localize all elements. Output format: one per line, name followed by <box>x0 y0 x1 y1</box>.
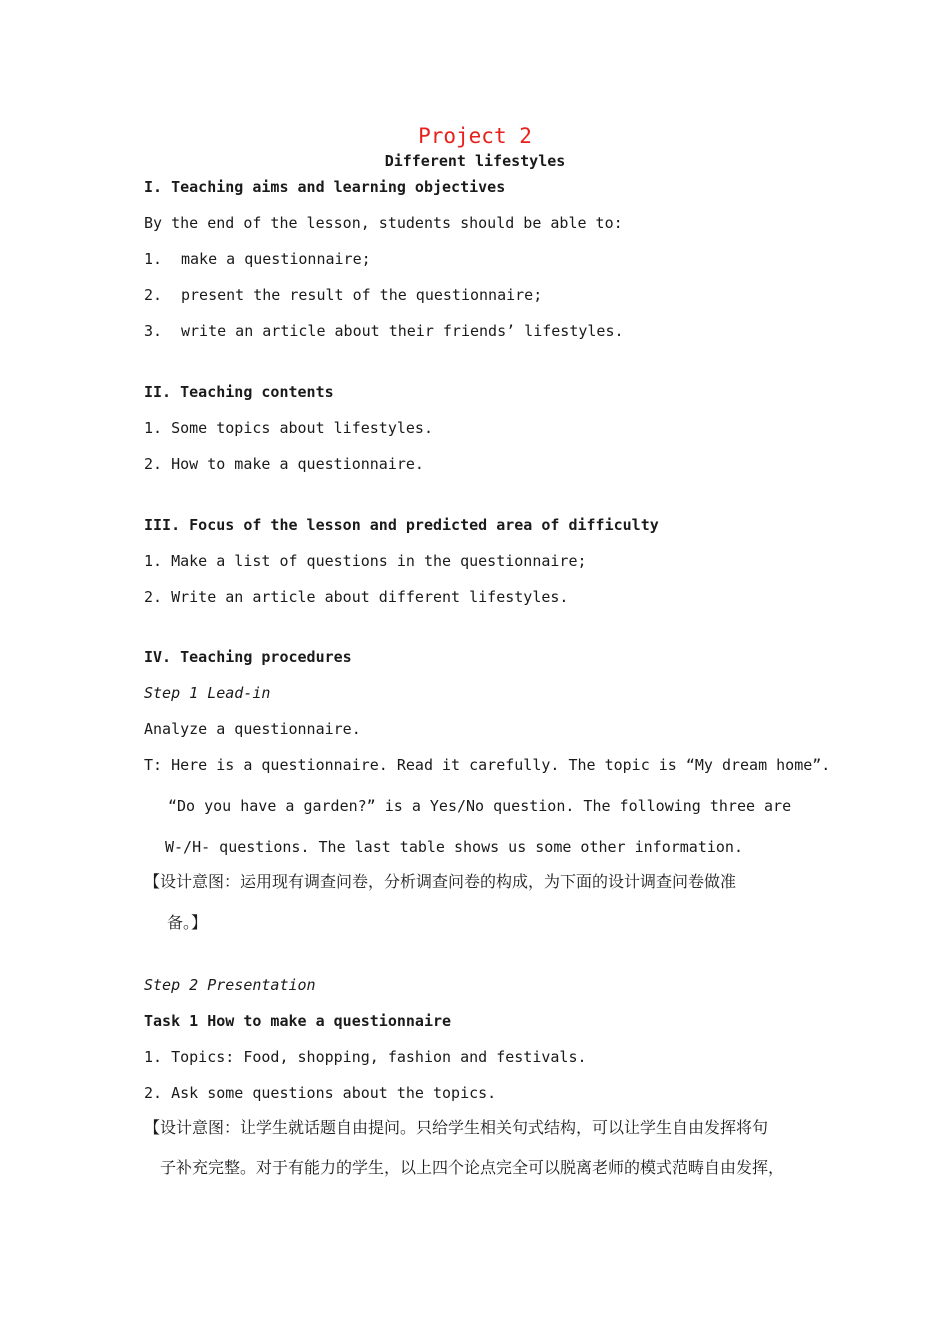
list-item: 2. How to make a questionnaire. <box>144 455 424 473</box>
list-item-text: make a questionnaire; <box>181 250 371 268</box>
teacher-line: “Do you have a garden?” is a Yes/No question. The following three are <box>168 797 792 815</box>
list-item <box>144 285 542 305</box>
step-label: Step 2 Presentation <box>144 976 316 994</box>
list-item-text: present the result of the questionnaire; <box>181 286 543 304</box>
step-text: Analyze a questionnaire. <box>144 720 361 738</box>
list-item <box>144 321 624 341</box>
section-intro: By the end of the lesson, students should be able to: <box>144 214 623 232</box>
section-heading-contents: II. Teaching contents <box>144 383 334 401</box>
list-item-text: write an article about their friends’ lifestyles. <box>181 322 624 340</box>
list-item: 2. Write an article about different lifestyles. <box>144 588 569 606</box>
design-note: 子补充完整。对于有能力的学生，以上四个论点完全可以脱离老师的模式范畴自由发挥， <box>160 1158 785 1177</box>
teacher-line: W-/H- questions. The last table shows us some other information. <box>165 838 743 856</box>
list-item <box>144 249 371 269</box>
list-item: 1. Make a list of questions in the questionnaire; <box>144 552 587 570</box>
document-title: Project 2 <box>418 124 532 148</box>
list-item-number: 3. <box>144 322 163 340</box>
list-item: 1. Topics: Food, shopping, fashion and festivals. <box>144 1048 587 1066</box>
list-item: 1. Some topics about lifestyles. <box>144 419 433 437</box>
list-item-number: 2. <box>144 286 163 304</box>
section-heading-focus: III. Focus of the lesson and predicted area of difficulty <box>144 516 659 534</box>
design-note: 【设计意图：运用现有调查问卷，分析调查问卷的构成，为下面的设计调查问卷做准 <box>144 872 737 891</box>
document-subtitle: Different lifestyles <box>384 152 566 170</box>
section-heading-aims: I. Teaching aims and learning objectives <box>144 178 506 196</box>
list-item-number: 1. <box>144 250 163 268</box>
design-note: 【设计意图：让学生就话题自由提问。只给学生相关句式结构，可以让学生自由发挥将句 <box>144 1118 769 1137</box>
section-heading-procedures: IV. Teaching procedures <box>144 648 352 666</box>
list-item: 2. Ask some questions about the topics. <box>144 1084 497 1102</box>
teacher-line: T: Here is a questionnaire. Read it carefully. The topic is “My dream home”. <box>144 756 831 774</box>
design-note: 备。】 <box>167 913 208 932</box>
task-heading: Task 1 How to make a questionnaire <box>144 1012 452 1030</box>
step-label: Step 1 Lead-in <box>144 684 271 702</box>
